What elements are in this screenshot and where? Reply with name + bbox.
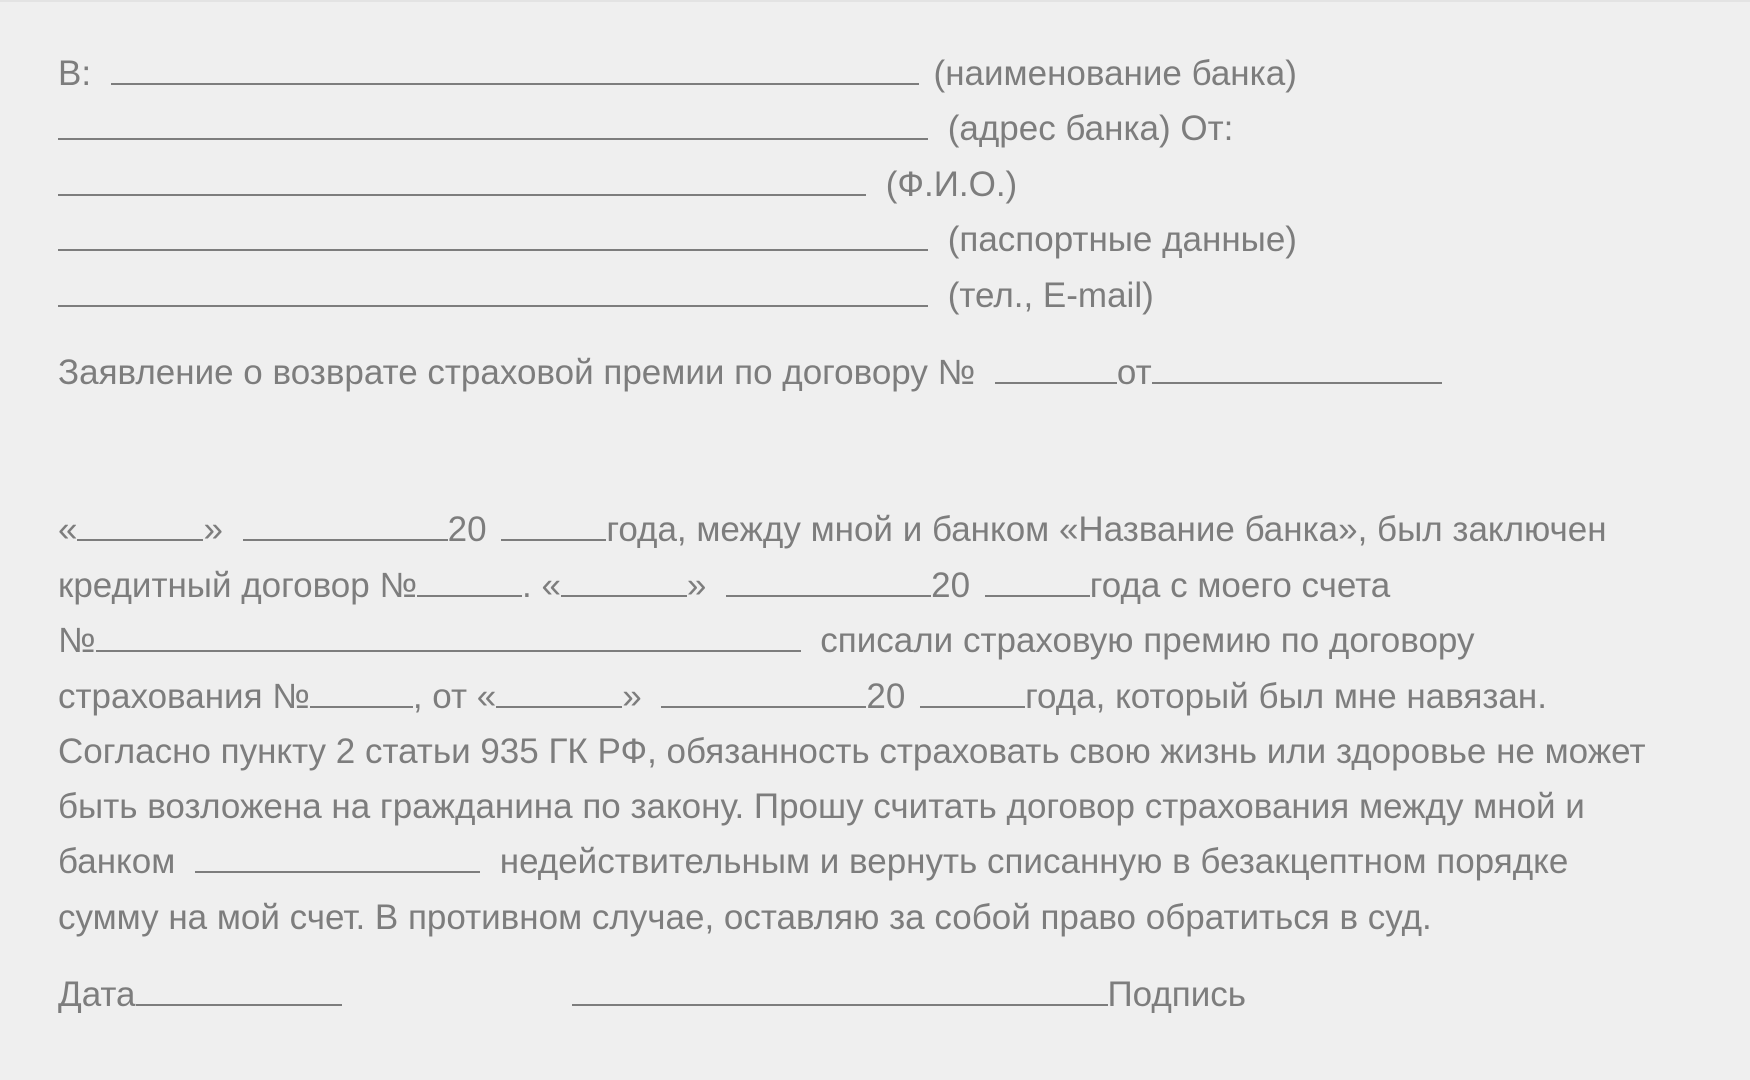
close-quote: » [622, 677, 642, 716]
insurance-contract-label: страхования № [58, 677, 310, 716]
insurance-contract-number-blank[interactable] [310, 677, 413, 708]
header-contacts-line [58, 276, 1154, 316]
footer-line [58, 975, 1246, 1015]
contract-date-blank[interactable] [1152, 353, 1442, 384]
dot-quote: . « [522, 566, 561, 605]
body-line-1 [58, 510, 1607, 550]
signature-blank[interactable] [572, 975, 1108, 1006]
bank-label: банком [58, 842, 176, 881]
date-blank[interactable] [136, 975, 342, 1006]
credit-contract-number-blank[interactable] [417, 566, 522, 597]
debit-month-blank[interactable] [726, 566, 931, 597]
body-line-2-text: года с моего счета [1089, 566, 1391, 605]
document-title [58, 353, 1442, 393]
body-line-2 [58, 566, 1390, 606]
fio-hint: (Ф.И.О.) [885, 165, 1018, 204]
body-line-7 [58, 842, 1568, 882]
body-line-7-text: недействительным и вернуть списанную в безакцептном порядке [499, 842, 1569, 881]
header-fio-line [58, 165, 1017, 205]
passport-blank[interactable] [58, 220, 928, 251]
insurance-month-blank[interactable] [661, 677, 866, 708]
bank-address-blank[interactable] [58, 109, 928, 140]
debit-year-blank[interactable] [985, 566, 1090, 597]
credit-month-blank[interactable] [243, 510, 448, 541]
insurance-year-blank[interactable] [920, 677, 1025, 708]
fio-blank[interactable] [58, 165, 866, 196]
year-prefix: 20 [931, 566, 971, 605]
credit-day-blank[interactable] [77, 510, 203, 541]
date-label: Дата [58, 975, 136, 1014]
contacts-blank[interactable] [58, 276, 928, 307]
account-number-sign: № [58, 621, 96, 660]
bank-blank[interactable] [195, 842, 480, 873]
credit-contract-label: кредитный договор № [58, 566, 417, 605]
bank-name-hint: (наименование банка) [933, 54, 1297, 93]
body-line-8-text: сумму на мой счет. В противном случае, оставляю за собой право обратиться в суд. [58, 898, 1432, 937]
close-quote: » [203, 510, 223, 549]
bank-name-blank[interactable] [111, 54, 919, 85]
contract-number-blank[interactable] [995, 353, 1117, 384]
year-prefix: 20 [447, 510, 487, 549]
to-prefix: В: [58, 54, 92, 93]
body-line-6 [58, 787, 1585, 827]
from-quote: , от « [412, 677, 497, 716]
title-from: от [1116, 353, 1152, 392]
header-bank-address-line [58, 109, 1233, 149]
year-prefix: 20 [866, 677, 906, 716]
body-line-3-text: списали страховую премию по договору [820, 621, 1475, 660]
body-line-1-text: года, между мной и банком «Название банка», был заключен [606, 510, 1607, 549]
title-text: Заявление о возврате страховой премии по договору № [58, 353, 976, 392]
body-line-5-text: Согласно пункту 2 статьи 935 ГК РФ, обязанность страховать свою жизнь или здоровье не может [58, 732, 1646, 771]
body-line-3 [58, 621, 1474, 661]
header-passport-line [58, 220, 1297, 260]
body-line-4-text: года, который был мне навязан. [1025, 677, 1547, 716]
body-line-4 [58, 677, 1547, 717]
credit-year-blank[interactable] [501, 510, 606, 541]
signature-label: Подпись [1107, 975, 1247, 1014]
body-line-5 [58, 732, 1645, 772]
bank-address-hint: (адрес банка) От: [947, 109, 1234, 148]
close-quote: » [686, 566, 707, 605]
debit-day-blank[interactable] [561, 566, 687, 597]
body-line-6-text: быть возложена на гражданина по закону. Прошу считать договор страхования между мной и [58, 787, 1585, 826]
contacts-hint: (тел., E-mail) [947, 276, 1154, 315]
open-quote: « [58, 510, 78, 549]
header-bank-name-line [58, 54, 1297, 94]
account-number-blank[interactable] [96, 621, 801, 652]
passport-hint: (паспортные данные) [947, 220, 1297, 259]
insurance-day-blank[interactable] [496, 677, 622, 708]
body-line-8 [58, 898, 1432, 938]
